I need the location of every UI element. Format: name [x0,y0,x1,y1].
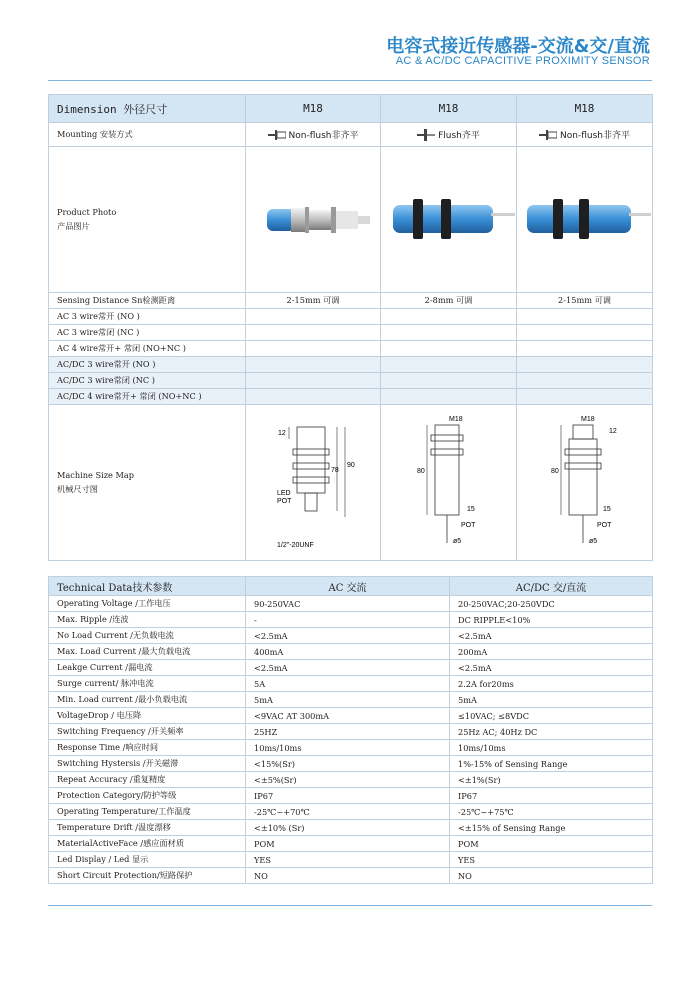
wiring-row [49,325,653,341]
dim-80: 80 [550,467,559,475]
spec-value-ac: 400mA [246,644,450,660]
dim-78: 78 [331,466,339,474]
model-2: M18 [381,95,517,123]
table-row [49,756,653,772]
spec-label: Switching Frequency /开关频率 [49,724,246,740]
spec-value-acdc: 2.2A for20ms [450,676,653,692]
cable-dia: ø5 [452,537,461,545]
spec-value-ac: 90-250VAC [246,596,450,612]
spec-value-acdc: <±1%(Sr) [450,772,653,788]
table-row [49,660,653,676]
sensor-photo-flush [383,189,515,249]
thread-label: 1/2"-20UNF [277,541,314,549]
spec-value-ac: 25HZ [246,724,450,740]
dim-m18: M18 [580,415,595,423]
table-row [49,708,653,724]
spec-value-acdc: 5mA [450,692,653,708]
table-row [49,740,653,756]
spec-label: MaterialActiveFace /感应面材质 [49,836,246,852]
technical-table [48,576,653,884]
spec-value-acdc: 25Hz AC; 40Hz DC [450,724,653,740]
spec-value-acdc: POM [450,836,653,852]
dim-90: 90 [347,461,355,469]
dimension-drawing-3 [517,405,653,561]
spec-label: Led Display / Led 显示 [49,852,246,868]
product-photo-label-en: Product Photo [57,207,117,217]
spec-value-ac: IP67 [246,788,450,804]
product-photo-2 [381,147,517,293]
wiring-label: AC/DC 4 wire常开+ 常闭 (NO+NC ) [49,389,246,405]
spec-label: Leakge Current /漏电流 [49,660,246,676]
spec-value-acdc: <±15% of Sensing Range [450,820,653,836]
pot-label: POT [596,521,611,529]
nonflush-mount-icon [539,129,557,141]
spec-label: Protection Category/防护等级 [49,788,246,804]
table-row [49,612,653,628]
pot-label: POT [460,521,475,529]
dimension-drawing-1 [246,405,381,561]
spec-value-ac: <±10% (Sr) [246,820,450,836]
spec-value-acdc: 200mA [450,644,653,660]
drawing-nonflush-threaded [247,407,379,557]
dim-80: 80 [416,467,425,475]
spec-label: Operating Voltage /工作电压 [49,596,246,612]
drawing-nonflush-cable [519,407,651,557]
sensing-distance-label: Sensing Distance Sn检测距离 [49,293,246,309]
table-row [49,788,653,804]
sensor-photo-nonflush [253,189,373,249]
drawing-flush-cable [383,407,515,557]
table-row [49,644,653,660]
table-row [49,868,653,884]
machine-size-label-en: Machine Size Map [57,470,134,480]
spec-label: Max. Ripple /连波 [49,612,246,628]
technical-header-row [49,577,653,596]
spec-value-ac: 5mA [246,692,450,708]
spec-value-acdc: 1%-15% of Sensing Range [450,756,653,772]
nonflush-mount-icon [268,129,286,141]
spec-value-acdc: YES [450,852,653,868]
spec-value-ac: - [246,612,450,628]
spec-label: Repeat Accuracy /重复精度 [49,772,246,788]
technical-header: Technical Data技术参数 [49,577,246,596]
mounting-label: Mounting 安装方式 [49,123,246,147]
spec-value-acdc: IP67 [450,788,653,804]
machine-size-label-cn: 机械尺寸图 [57,484,98,494]
spec-value-ac: -25℃~+70℃ [246,804,450,820]
product-photo-3 [517,147,653,293]
spec-value-ac: <15%(Sr) [246,756,450,772]
spec-label: Short Circuit Protection/短路保护 [49,868,246,884]
spec-value-acdc: NO [450,868,653,884]
wiring-label: AC/DC 3 wire常闭 (NC ) [49,373,246,389]
spec-label: Switching Hystersis /开关磁滞 [49,756,246,772]
spec-value-ac: <2.5mA [246,628,450,644]
spec-value-ac: POM [246,836,450,852]
model-1: M18 [246,95,381,123]
sensing-distance-1: 2-15mm 可调 [246,293,381,309]
wiring-row [49,357,653,373]
pot-label: POT [277,497,292,505]
dim-top-12: 12 [608,427,617,435]
product-photo-label-cn: 产品图片 [57,221,90,231]
wiring-label: AC 3 wire常闭 (NC ) [49,325,246,341]
col-ac: AC 交流 [246,577,450,596]
wiring-row [49,389,653,405]
model-3: M18 [517,95,653,123]
mounting-value-1: Non-flush非齐平 [288,131,359,141]
spec-value-acdc: ≤10VAC; ≤8VDC [450,708,653,724]
table-row [49,836,653,852]
product-photo-1 [246,147,381,293]
spec-value-acdc: 20-250VAC;20-250VDC [450,596,653,612]
mounting-cell-3 [517,123,653,147]
spec-value-acdc: <2.5mA [450,660,653,676]
spec-value-acdc: 10ms/10ms [450,740,653,756]
spec-value-acdc: DC RIPPLE<10% [450,612,653,628]
wiring-row [49,309,653,325]
spec-label: VoltageDrop / 电压降 [49,708,246,724]
table-row [49,804,653,820]
spec-label: Min. Load current /最小负载电流 [49,692,246,708]
sensing-distance-2: 2-8mm 可调 [381,293,517,309]
spec-label: Response Time /响应时间 [49,740,246,756]
spec-label: Max. Load Current /最大负载电流 [49,644,246,660]
page-title-cn: 电容式接近传感器-交流&交/直流 [386,36,650,57]
table-row [49,676,653,692]
dim-15: 15 [602,505,611,513]
cable-dia: ø5 [588,537,597,545]
page-title-en: AC & AC/DC CAPACITIVE PROXIMITY SENSOR [395,55,650,67]
flush-mount-icon [417,129,435,141]
spec-label: Temperature Drift /温度漂移 [49,820,246,836]
spec-value-ac: <9VAC AT 300mA [246,708,450,724]
table-row [49,820,653,836]
table-row [49,596,653,612]
wiring-label: AC 4 wire常开+ 常闭 (NO+NC ) [49,341,246,357]
mounting-value-2: Flush齐平 [438,131,480,141]
product-photo-label [49,147,246,293]
machine-size-label [49,405,246,561]
dim-top-12: 12 [278,429,286,437]
spec-value-ac: <±5%(Sr) [246,772,450,788]
spec-table [48,94,653,561]
spec-label: No Load Current /无负载电流 [49,628,246,644]
spec-value-ac: 10ms/10ms [246,740,450,756]
spec-value-acdc: -25℃~+75℃ [450,804,653,820]
table-row [49,724,653,740]
machine-size-row [49,405,653,561]
sensing-distance-row [49,293,653,309]
dimension-label: Dimension 外径尺寸 [49,95,246,123]
col-acdc: AC/DC 交/直流 [450,577,653,596]
sensor-photo-nonflush-2 [519,189,651,249]
spec-label: Surge current/ 脉冲电流 [49,676,246,692]
spec-value-ac: <2.5mA [246,660,450,676]
footer-divider [48,905,652,906]
sensing-distance-3: 2-15mm 可调 [517,293,653,309]
wiring-label: AC 3 wire常开 (NO ) [49,309,246,325]
mounting-value-3: Non-flush非齐平 [560,131,630,141]
mounting-cell-2 [381,123,517,147]
wiring-row [49,373,653,389]
table-row [49,628,653,644]
table-row [49,772,653,788]
table-row [49,692,653,708]
header-divider [48,80,652,81]
dim-15: 15 [466,505,475,513]
spec-value-ac: 5A [246,676,450,692]
spec-value-acdc: <2.5mA [450,628,653,644]
spec-label: Operating Temperature/工作温度 [49,804,246,820]
table-row [49,852,653,868]
dim-m18: M18 [448,415,463,423]
spec-value-ac: YES [246,852,450,868]
led-label: LED [277,489,291,497]
dimension-drawing-2 [381,405,517,561]
wiring-row [49,341,653,357]
wiring-label: AC/DC 3 wire常开 (NO ) [49,357,246,373]
mounting-row [49,123,653,147]
mounting-cell-1 [246,123,381,147]
spec-value-ac: NO [246,868,450,884]
product-photo-row [49,147,653,293]
dimension-row [49,95,653,123]
